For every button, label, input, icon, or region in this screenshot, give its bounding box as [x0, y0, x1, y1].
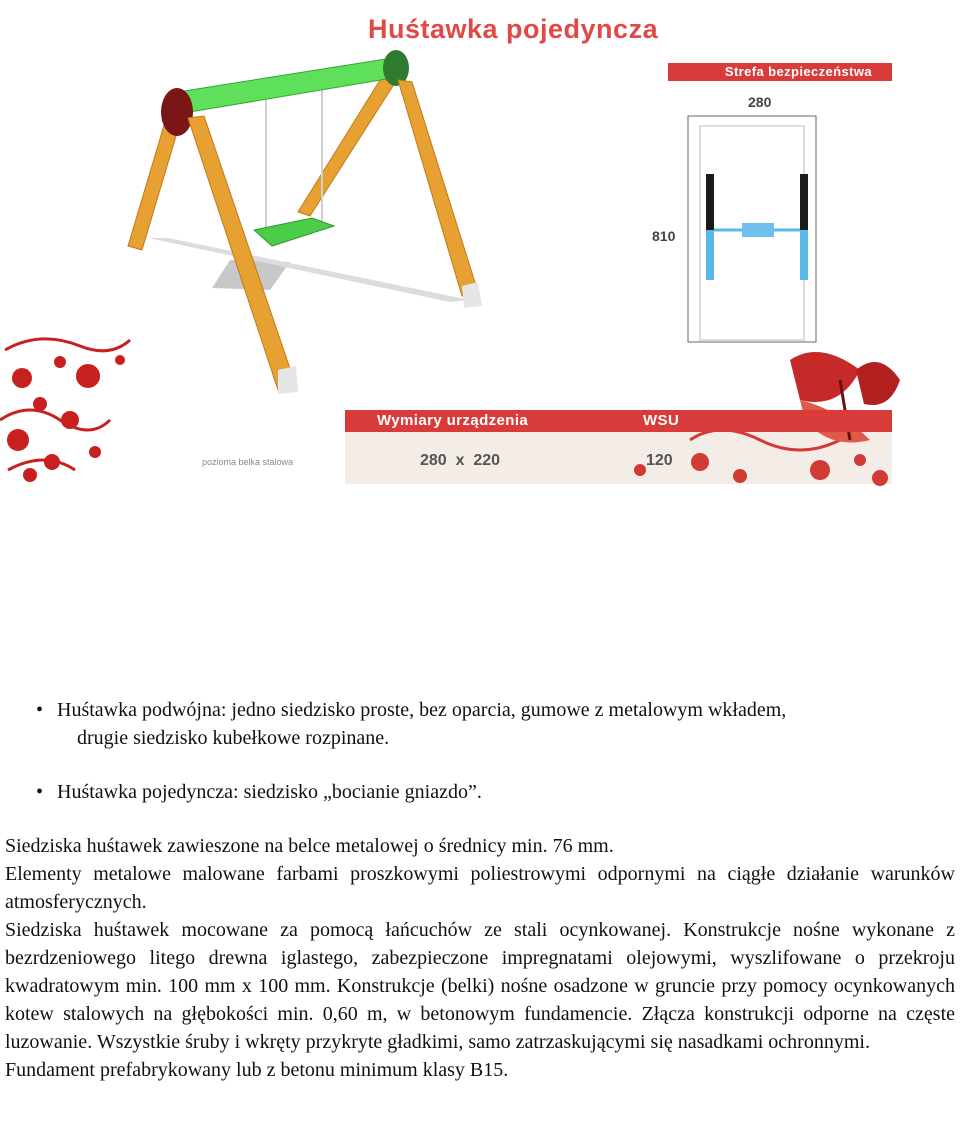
- bullet-icon: •: [36, 781, 44, 803]
- plan-left-post: [706, 174, 714, 230]
- frame-shadow: [148, 238, 470, 302]
- figure-title: Huśtawka pojedyncza: [368, 14, 659, 44]
- bullet-line-continued: drugie siedzisko kubełkowe rozpinane.: [77, 727, 390, 749]
- paragraph-construction: Siedziska huśtawek mocowane za pomocą łańcuchów ze stali ocynkowanej. Konstrukcje nośne wykonane z bezrdzeniowego litego drewna iglastego, zabezpieczone impregnatami olejowymi, wyszlifowane o przekroju kwadratowym min. 100 mm x 100 mm. Konstrukcje (belki) nośne osadzone w gruncie przy pomocy ocynkowanych kotew stalowych na głębokości min. 0,60 m, w betonowym fundamencie. Złącza konstrukcji odporne na częste luzowanie. Wszystkie śruby i wkręty przykryte gładkimi, samo zatrzaskującymi się nasadkami ochronnymi.: [5, 919, 955, 1053]
- back-right-leg: [298, 72, 398, 216]
- length-dimension: 810: [652, 228, 676, 244]
- right-foot: [462, 282, 482, 308]
- plan-right-post: [800, 174, 808, 230]
- wsu-label: WSU: [643, 412, 680, 429]
- specification-text: [5, 696, 955, 1084]
- wsu-value: 120: [646, 452, 673, 469]
- list-item: [5, 696, 955, 752]
- list-item: [5, 778, 955, 806]
- paragraph-foundation: Fundament prefabrykowany lub z betonu minimum klasy B15.: [5, 1059, 509, 1081]
- safety-zone-label: Strefa bezpieczeństwa: [724, 64, 872, 79]
- front-left-leg: [188, 116, 296, 390]
- plan-seat: [742, 223, 774, 237]
- bullet-icon: •: [36, 699, 44, 721]
- dimensions-label: Wymiary urządzenia: [377, 412, 529, 429]
- paragraph-metal: Elementy metalowe malowane farbami proszkowymi poliestrowymi odpornymi na ciągłe działanie warunków atmosferycznych.: [5, 863, 955, 913]
- floral-ornament-left: [0, 339, 130, 482]
- bullet-line: Huśtawka podwójna: jedno siedzisko proste, bez oparcia, gumowe z metalowym wkładem,: [57, 699, 787, 721]
- swing-figure: [0, 0, 960, 500]
- beam-note: pozioma belka stalowa: [202, 457, 294, 467]
- left-foot: [278, 366, 298, 394]
- size-value: 280 x 220: [420, 452, 501, 469]
- front-right-leg: [398, 80, 478, 296]
- width-dimension: 280: [748, 94, 772, 110]
- plan-left-leg: [706, 230, 714, 280]
- left-beam-cap: [161, 88, 193, 136]
- swing-type-list: [5, 696, 955, 806]
- safety-zone-banner: [668, 63, 892, 81]
- dimensions-banner: [345, 410, 892, 432]
- bullet-line: Huśtawka pojedyncza: siedzisko „bocianie gniazdo”.: [57, 781, 482, 803]
- plan-right-leg: [800, 230, 808, 280]
- paragraph-seats: Siedziska huśtawek zawieszone na belce metalowej o średnicy min. 76 mm.: [5, 835, 614, 857]
